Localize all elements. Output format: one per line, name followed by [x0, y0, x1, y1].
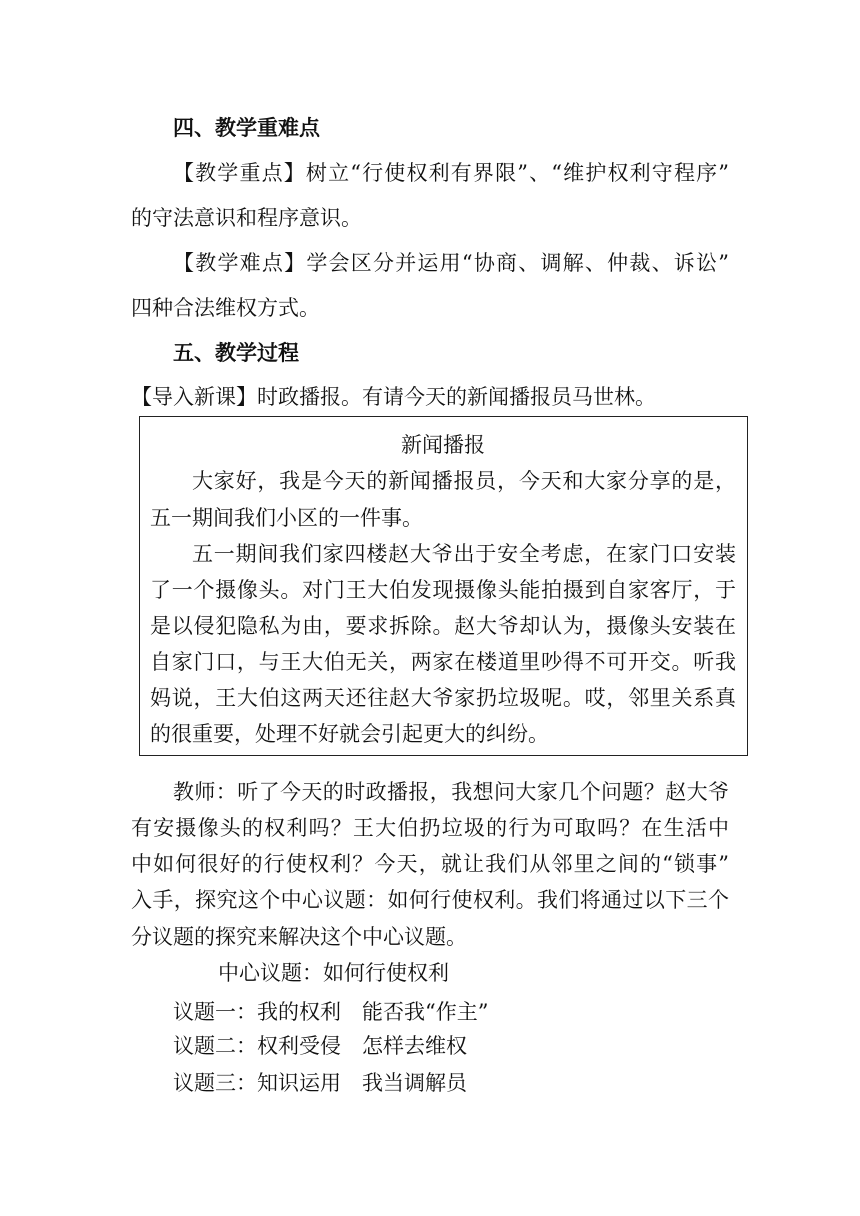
- key-points-line1: 【教学重点】树立“行使权利有界限”、“维护权利守程序”: [173, 161, 729, 185]
- news-line-7: 妈说，王大伯这两天还往赵大爷家扔垃圾呢。哎，邻里关系真: [150, 686, 736, 710]
- teacher-line-3: 中如何很好的行使权利？今天，就让我们从邻里之间的“锁事”: [131, 852, 729, 876]
- news-line-1: 大家好，我是今天的新闻播报员，今天和大家分享的是，: [192, 469, 736, 493]
- section4-heading: 四、教学重难点: [173, 115, 320, 140]
- news-line-8: 的很重要，处理不好就会引起更大的纠纷。: [150, 722, 549, 746]
- teacher-line-5: 分议题的探究来解决这个中心议题。: [131, 925, 467, 949]
- news-line-5: 是以侵犯隐私为由，要求拆除。赵大爷却认为，摄像头安装在: [150, 614, 736, 638]
- intro-line: 【导入新课】时政播报。有请今天的新闻播报员马世林。: [131, 385, 656, 409]
- news-line-4: 了一个摄像头。对门王大伯发现摄像头能拍摄到自家客厅，于: [150, 578, 736, 602]
- key-points-line2: 的守法意识和程序意识。: [131, 206, 362, 230]
- teacher-line-1: 教师：听了今天的时政播报，我想问大家几个问题？赵大爷: [173, 780, 729, 804]
- section5-heading: 五、教学过程: [173, 340, 299, 365]
- topic-item-3: 议题三：知识运用 我当调解员: [173, 1071, 467, 1095]
- topic-item-2: 议题二：权利受侵 怎样去维权: [173, 1034, 467, 1058]
- difficulty-line2: 四种合法维权方式。: [131, 296, 320, 320]
- teacher-line-4: 入手，探究这个中心议题：如何行使权利。我们将通过以下三个: [131, 888, 729, 912]
- teacher-line-2: 有安摄像头的权利吗？王大伯扔垃圾的行为可取吗？在生活中: [131, 816, 729, 840]
- news-box-title: 新闻播报: [401, 433, 485, 457]
- news-line-2: 五一期间我们小区的一件事。: [150, 506, 423, 530]
- central-topic-heading: 中心议题：如何行使权利: [218, 961, 449, 985]
- news-line-3: 五一期间我们家四楼赵大爷出于安全考虑，在家门口安装: [192, 542, 736, 566]
- news-line-6: 自家门口，与王大伯无关，两家在楼道里吵得不可开交。听我: [150, 650, 736, 674]
- difficulty-line1: 【教学难点】学会区分并运用“协商、调解、仲裁、诉讼”: [173, 251, 729, 275]
- news-box: [139, 416, 748, 756]
- topic-item-1: 议题一：我的权利 能否我“作主”: [173, 1000, 489, 1024]
